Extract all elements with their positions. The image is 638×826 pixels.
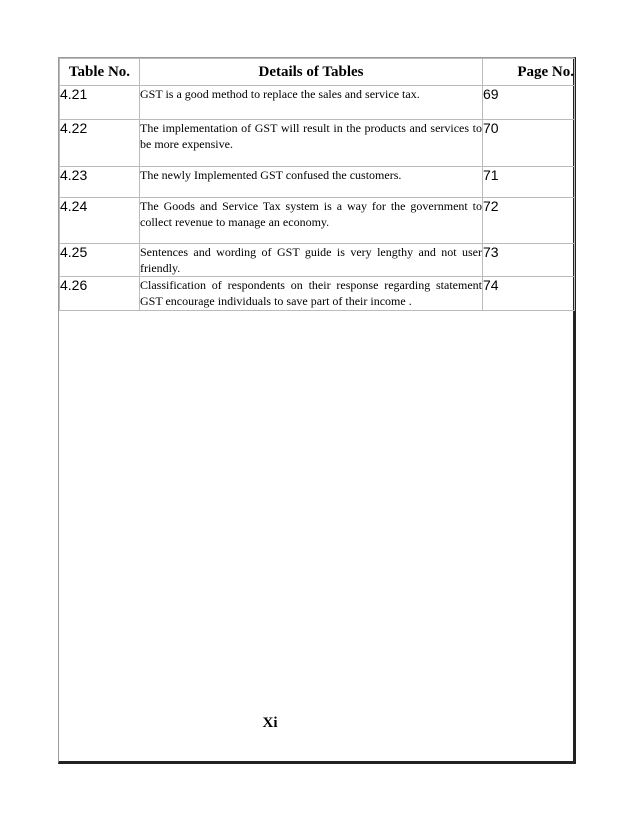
header-page-no: Page No. [483, 59, 575, 86]
header-details: Details of Tables [140, 59, 483, 86]
list-of-tables [59, 58, 575, 311]
table-row [60, 277, 575, 311]
table-title: GST is a good method to replace the sales and service tax. [140, 86, 483, 120]
page-number: 69 [483, 86, 575, 120]
table-title: The Goods and Service Tax system is a way for the government to collect revenue to manage an economy. [140, 198, 483, 244]
table-title: Classification of respondents on their response regarding statement GST encourage individuals to save part of their income . [140, 277, 483, 311]
table-number: 4.21 [60, 86, 140, 120]
page-number: 71 [483, 167, 575, 198]
table-row [60, 86, 575, 120]
header-table-no: Table No. [60, 59, 140, 86]
page-number: 73 [483, 244, 575, 277]
table-row [60, 244, 575, 277]
table-title: The implementation of GST will result in the products and services to be more expensive. [140, 120, 483, 167]
page-number: 74 [483, 277, 575, 311]
footer-page-number: Xi [262, 715, 278, 731]
table-row [60, 167, 575, 198]
table-number: 4.23 [60, 167, 140, 198]
table-title: Sentences and wording of GST guide is very lengthy and not user friendly. [140, 245, 482, 275]
table-number: 4.25 [60, 244, 140, 277]
table-row [60, 198, 575, 244]
table-header-row [60, 59, 575, 86]
table-title: The newly Implemented GST confused the customers. [140, 167, 483, 198]
page-number: 70 [483, 120, 575, 167]
table-number: 4.26 [60, 277, 140, 311]
table-number: 4.24 [60, 198, 140, 244]
table-row [60, 120, 575, 167]
page-number: 72 [483, 198, 575, 244]
table-number: 4.22 [60, 120, 140, 167]
